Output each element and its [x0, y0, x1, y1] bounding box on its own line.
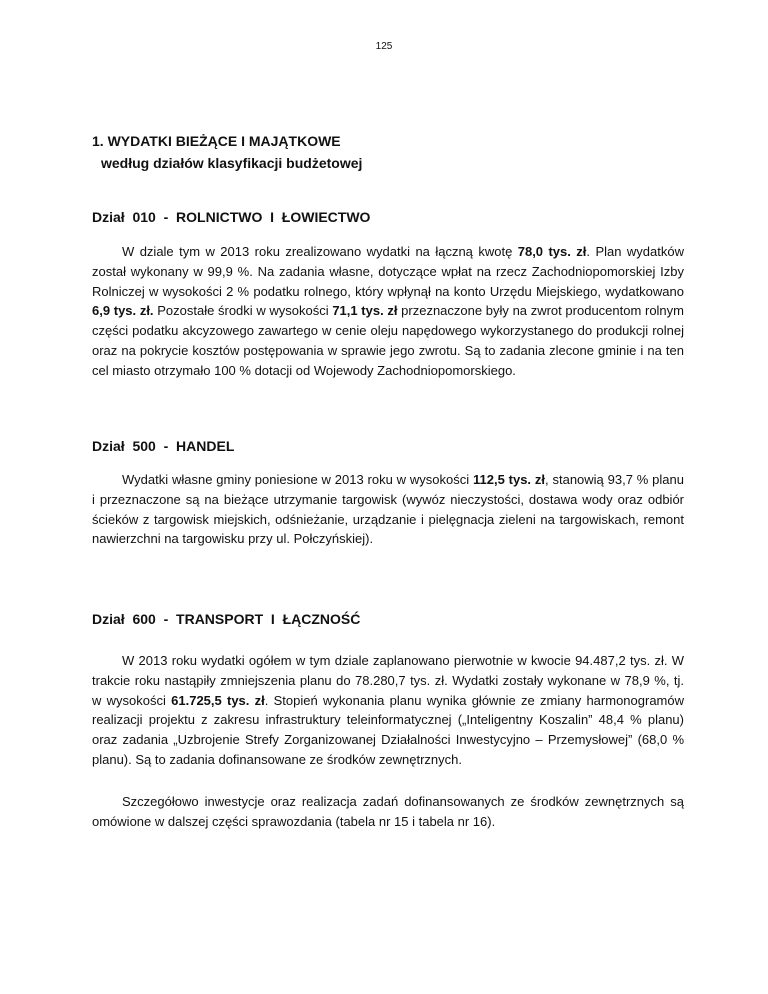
section-title-010: Dział 010 - ROLNICTWO I ŁOWIECTWO: [92, 209, 371, 225]
paragraph: W dziale tym w 2013 roku zrealizowano wydatki na łączną kwotę 78,0 tys. zł. Plan wydatków został wykonany w 99,9 %. Na zadania własne, dotyczące wpłat na rzecz Zachodniopomorskiej Izby Rolniczej w wysokości 2 % podatku rolnego, który wpłynął na konto Urzędu Miejskiego, wydatkowano 6,9 tys. zł. Pozostałe środki w wysokości 71,1 tys. zł przeznaczone były na zwrot producentom rolnym części podatku akcyzowego zawartego w cenie oleju napędowego wykorzystanego do produkcji rolnej oraz na pokrycie kosztów postępowania w sprawie jego zwrotu. Są to zadania zlecone gminie i na ten cel miasto otrzymało 100 % dotacji od Wojewody Zachodniopomorskiego.: [92, 244, 684, 378]
section-body-500: [92, 470, 684, 549]
section-title-500: Dział 500 - HANDEL: [92, 438, 235, 454]
chapter-heading-subtitle: według działów klasyfikacji budżetowej: [101, 155, 363, 171]
paragraph: Wydatki własne gminy poniesione w 2013 roku w wysokości 112,5 tys. zł, stanowią 93,7 % planu i przeznaczone są na bieżące utrzymanie targowisk (wywóz nieczystości, dostawa wody oraz odbiór ścieków z targowisk miejskich, odśnieżanie, urządzanie i pielęgnacja zieleni na targowiskach, remont nawierzchni na targowisku przy ul. Połczyńskiej).: [92, 472, 684, 547]
paragraph: W 2013 roku wydatki ogółem w tym dziale zaplanowano pierwotnie w kwocie 94.487,2 tys. zł. W trakcie roku nastąpiły zmniejszenia planu do 78.280,7 tys. zł. Wydatki zostały wykonane w 78,9 %, tj. w wysokości 61.725,5 tys. zł. Stopień wykonania planu wynika głównie ze zmiany harmonogramów realizacji projektu z zakresu infrastruktury teleinformatycznej („Inteligentny Koszalin” 48,4 % planu) oraz zadania „Uzbrojenie Strefy Zorganizowanej Działalności Inwestycyjno – Przemysłowej” (68,0 % planu). Są to zadania dofinansowane ze środków zewnętrznych.: [92, 653, 684, 767]
section-body-600: [92, 651, 684, 770]
section-body-600-continued: [92, 792, 684, 832]
chapter-heading: [92, 130, 362, 174]
section-body-010: [92, 242, 684, 381]
paragraph: Szczegółowo inwestycje oraz realizacja zadań dofinansowanych ze środków zewnętrznych są omówione w dalszej części sprawozdania (tabela nr 15 i tabela nr 16).: [92, 794, 684, 829]
page-number: 125: [375, 41, 393, 52]
section-title-600: Dział 600 - TRANSPORT I ŁĄCZNOŚĆ: [92, 611, 361, 627]
chapter-heading-title: 1. WYDATKI BIEŻĄCE I MAJĄTKOWE: [92, 133, 341, 149]
